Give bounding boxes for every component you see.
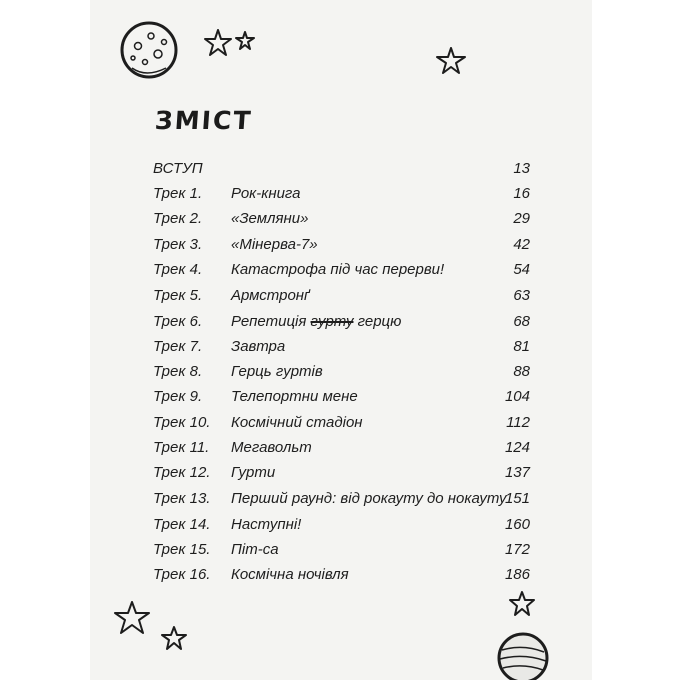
- toc-track-label: Трек 6.: [153, 313, 203, 330]
- toc-chapter-title: «Мінерва-7»: [231, 236, 318, 253]
- star-icon: [508, 590, 536, 618]
- toc-entry: [90, 236, 592, 258]
- toc-track-label: Трек 3.: [153, 236, 203, 253]
- toc-chapter-title: Катастрофа під час перерви!: [231, 261, 445, 278]
- star-icon: [434, 46, 468, 76]
- star-icon: [160, 625, 188, 651]
- toc-entry: [90, 313, 592, 335]
- toc-track-label: Трек 11.: [153, 439, 210, 456]
- toc-title-part: Репетиція: [231, 313, 307, 330]
- toc-entry: [90, 516, 592, 538]
- toc-chapter-title: Армстронґ: [231, 287, 310, 304]
- toc-chapter-title: Космічний стадіон: [231, 414, 363, 431]
- toc-chapter-title: [231, 313, 401, 330]
- star-icon: [202, 28, 234, 58]
- star-icon: [112, 600, 152, 636]
- toc-track-label: Трек 5.: [153, 287, 203, 304]
- toc-track-label: Трек 4.: [153, 261, 203, 278]
- toc-track-label: Трек 2.: [153, 210, 203, 227]
- toc-track-label: Трек 7.: [153, 338, 203, 355]
- toc-track-label: Трек 15.: [153, 541, 211, 558]
- toc-chapter-title: Мегавольт: [231, 439, 312, 456]
- star-icon: [233, 30, 257, 52]
- toc-track-label: Трек 10.: [153, 414, 211, 431]
- book-page: [90, 0, 592, 680]
- toc-entry: [90, 388, 592, 410]
- toc-page-number: 137: [504, 464, 530, 481]
- toc-entry: [90, 261, 592, 283]
- toc-entry: [90, 363, 592, 385]
- toc-chapter-title: Перший раунд: від рокауту до нокауту: [231, 490, 507, 507]
- toc-page-number: 112: [506, 414, 530, 431]
- toc-chapter-title: Гурти: [231, 464, 276, 481]
- toc-track-label: ВСТУП: [153, 160, 203, 177]
- toc-page-number: 13: [513, 160, 530, 177]
- toc-page-number: 81: [513, 338, 530, 355]
- toc-entry: [90, 439, 592, 461]
- toc-page-number: 172: [504, 541, 530, 558]
- struck-word: гурту: [310, 313, 354, 330]
- planet-icon: [488, 628, 558, 680]
- toc-chapter-title: Телепортни мене: [231, 388, 358, 405]
- toc-page-number: 124: [504, 439, 530, 456]
- toc-chapter-title: Космічна ночівля: [231, 566, 349, 583]
- toc-entry: [90, 490, 592, 512]
- toc-track-label: Трек 13.: [153, 490, 211, 507]
- toc-chapter-title: «Земляни»: [231, 210, 309, 227]
- toc-page-number: 54: [513, 261, 530, 278]
- toc-page-number: 29: [513, 210, 530, 227]
- toc-page-number: 63: [513, 287, 530, 304]
- toc-entry: [90, 287, 592, 309]
- toc-page-number: 160: [504, 516, 530, 533]
- toc-entry: [90, 185, 592, 207]
- toc-chapter-title: Рок-книга: [231, 185, 301, 202]
- toc-track-label: Трек 14.: [153, 516, 211, 533]
- moon-icon: [116, 18, 186, 80]
- toc-page-number: 104: [504, 388, 530, 405]
- toc-track-label: Трек 16.: [153, 566, 211, 583]
- toc-track-label: Трек 1.: [153, 185, 203, 202]
- page-title: ЗМІСТ: [153, 106, 254, 135]
- toc-page-number: 42: [513, 236, 530, 253]
- toc-track-label: Трек 8.: [153, 363, 203, 380]
- toc-chapter-title: Герць гуртів: [231, 363, 323, 380]
- toc-entry: [90, 464, 592, 486]
- toc-entry: [90, 210, 592, 232]
- toc-entry: [90, 566, 592, 588]
- toc-page-number: 16: [513, 185, 530, 202]
- toc-track-label: Трек 12.: [153, 464, 211, 481]
- toc-chapter-title: Піт-са: [231, 541, 279, 558]
- toc-track-label: Трек 9.: [153, 388, 203, 405]
- toc-page-number: 88: [513, 363, 530, 380]
- toc-chapter-title: Завтра: [231, 338, 286, 355]
- toc-title-part: герцю: [357, 313, 402, 330]
- toc-entry: [90, 160, 592, 182]
- toc-chapter-title: Наступні!: [231, 516, 302, 533]
- toc-page-number: 186: [504, 566, 530, 583]
- toc-page-number: 151: [504, 490, 530, 507]
- toc-entry: [90, 338, 592, 360]
- toc-entry: [90, 541, 592, 563]
- toc-page-number: 68: [513, 313, 530, 330]
- toc-entry: [90, 414, 592, 436]
